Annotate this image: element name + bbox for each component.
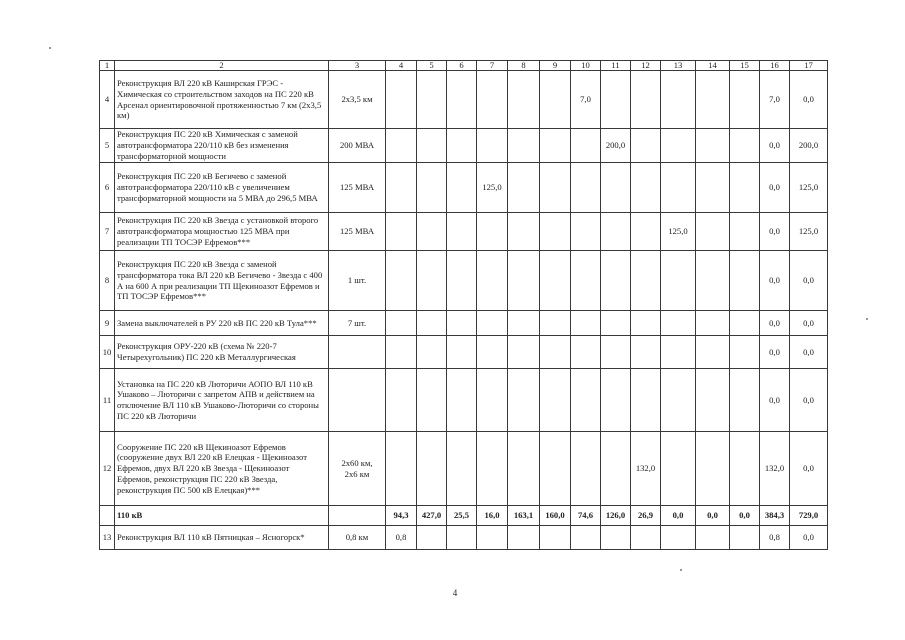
value-col-13 [661, 71, 696, 129]
value-col-13 [661, 526, 696, 550]
row-capacity: 200 МВА [329, 129, 386, 163]
value-col-10 [571, 526, 601, 550]
value-col-13 [661, 432, 696, 506]
scan-speck [680, 569, 682, 571]
value-col-12 [631, 251, 661, 311]
value-col-10: 7,0 [571, 71, 601, 129]
page-number: 4 [452, 588, 458, 598]
header-cell-13: 13 [661, 61, 696, 71]
value-col-16: 0,0 [760, 163, 790, 213]
value-col-17: 0,0 [790, 311, 828, 336]
value-col-4 [386, 336, 417, 369]
table-row [100, 163, 828, 213]
row-description: Реконструкция ОРУ-220 кВ (схема № 220-7 Четырехугольник) ПС 220 кВ Металлургическая [115, 336, 329, 369]
row-description: Реконструкция ПС 220 кВ Звезда с установкой второго автотрансформатора мощностью 125 МВА при реализации ТП ТОСЭР Ефремов*** [115, 213, 329, 251]
value-col-9 [540, 163, 571, 213]
value-col-7 [477, 71, 508, 129]
value-col-12 [631, 526, 661, 550]
header-cell-2: 2 [115, 61, 329, 71]
value-col-16: 7,0 [760, 71, 790, 129]
investment-table [99, 60, 828, 550]
row-number: 8 [100, 251, 115, 311]
value-col-7 [477, 432, 508, 506]
row-capacity: 2х60 км, 2х6 км [329, 432, 386, 506]
value-col-5 [417, 163, 447, 213]
value-col-5 [417, 311, 447, 336]
value-col-12: 132,0 [631, 432, 661, 506]
value-col-7 [477, 213, 508, 251]
value-col-14 [696, 526, 730, 550]
header-cell-12: 12 [631, 61, 661, 71]
value-col-14 [696, 311, 730, 336]
value-col-4 [386, 369, 417, 432]
value-col-13 [661, 163, 696, 213]
value-col-16: 0,0 [760, 213, 790, 251]
row-number: 9 [100, 311, 115, 336]
value-col-6 [447, 526, 477, 550]
value-col-13: 0,0 [661, 506, 696, 526]
header-cell-5: 5 [417, 61, 447, 71]
value-col-8 [508, 311, 540, 336]
value-col-11 [601, 71, 631, 129]
value-col-12: 26,9 [631, 506, 661, 526]
value-col-16: 0,0 [760, 251, 790, 311]
value-col-9 [540, 311, 571, 336]
value-col-8 [508, 432, 540, 506]
value-col-5 [417, 336, 447, 369]
value-col-9 [540, 432, 571, 506]
value-col-16: 0,0 [760, 129, 790, 163]
header-cell-16: 16 [760, 61, 790, 71]
value-col-8 [508, 251, 540, 311]
value-col-5 [417, 129, 447, 163]
value-col-10 [571, 432, 601, 506]
table-row [100, 432, 828, 506]
value-col-14 [696, 129, 730, 163]
value-col-7 [477, 129, 508, 163]
value-col-9 [540, 336, 571, 369]
value-col-10 [571, 129, 601, 163]
value-col-7: 16,0 [477, 506, 508, 526]
value-col-6: 25,5 [447, 506, 477, 526]
row-number: 6 [100, 163, 115, 213]
value-col-15 [730, 369, 760, 432]
value-col-6 [447, 336, 477, 369]
value-col-11 [601, 163, 631, 213]
value-col-14 [696, 432, 730, 506]
table-header-row [100, 61, 828, 71]
value-col-5 [417, 369, 447, 432]
value-col-4 [386, 213, 417, 251]
value-col-13 [661, 336, 696, 369]
value-col-17: 0,0 [790, 251, 828, 311]
value-col-17: 0,0 [790, 336, 828, 369]
header-cell-11: 11 [601, 61, 631, 71]
value-col-4 [386, 432, 417, 506]
row-description: Замена выключателей в РУ 220 кВ ПС 220 кВ Тула*** [115, 311, 329, 336]
value-col-13 [661, 311, 696, 336]
value-col-11 [601, 213, 631, 251]
row-capacity [329, 506, 386, 526]
value-col-9 [540, 369, 571, 432]
value-col-17: 0,0 [790, 369, 828, 432]
value-col-7 [477, 251, 508, 311]
value-col-11 [601, 311, 631, 336]
value-col-13 [661, 129, 696, 163]
value-col-17: 0,0 [790, 71, 828, 129]
value-col-14 [696, 163, 730, 213]
table-row [100, 526, 828, 550]
value-col-16: 384,3 [760, 506, 790, 526]
row-description: Сооружение ПС 220 кВ Щекиноазот Ефремов (сооружение двух ВЛ 220 кВ Елецкая - Щекиноазот Ефремов, двух ВЛ 220 кВ Звезда - Щекиноазот Ефремов, реконструкция ПС 220 кВ Звезда, реконструкция ПС 500 кВ Елецкая)*** [115, 432, 329, 506]
header-cell-6: 6 [447, 61, 477, 71]
header-cell-15: 15 [730, 61, 760, 71]
value-col-12 [631, 311, 661, 336]
value-col-6 [447, 129, 477, 163]
header-cell-4: 4 [386, 61, 417, 71]
scan-speck [866, 318, 868, 320]
value-col-15 [730, 71, 760, 129]
value-col-12 [631, 129, 661, 163]
row-capacity [329, 369, 386, 432]
value-col-11: 126,0 [601, 506, 631, 526]
value-col-8 [508, 163, 540, 213]
value-col-6 [447, 163, 477, 213]
value-col-9 [540, 251, 571, 311]
value-col-13: 125,0 [661, 213, 696, 251]
value-col-11 [601, 432, 631, 506]
value-col-5 [417, 71, 447, 129]
value-col-12 [631, 163, 661, 213]
value-col-10 [571, 311, 601, 336]
value-col-5 [417, 526, 447, 550]
table-row [100, 369, 828, 432]
value-col-15 [730, 311, 760, 336]
value-col-6 [447, 369, 477, 432]
table-row [100, 311, 828, 336]
header-cell-1: 1 [100, 61, 115, 71]
value-col-16: 0,8 [760, 526, 790, 550]
value-col-14 [696, 369, 730, 432]
table-row [100, 251, 828, 311]
value-col-9 [540, 213, 571, 251]
value-col-10 [571, 251, 601, 311]
value-col-6 [447, 213, 477, 251]
header-cell-17: 17 [790, 61, 828, 71]
header-cell-9: 9 [540, 61, 571, 71]
value-col-9 [540, 526, 571, 550]
value-col-4 [386, 129, 417, 163]
row-capacity: 125 МВА [329, 163, 386, 213]
row-number: 10 [100, 336, 115, 369]
value-col-7 [477, 369, 508, 432]
value-col-12 [631, 336, 661, 369]
value-col-6 [447, 251, 477, 311]
value-col-10 [571, 163, 601, 213]
row-number: 13 [100, 526, 115, 550]
value-col-16: 0,0 [760, 336, 790, 369]
value-col-9 [540, 71, 571, 129]
header-cell-14: 14 [696, 61, 730, 71]
value-col-16: 0,0 [760, 311, 790, 336]
table-row [100, 71, 828, 129]
value-col-12 [631, 213, 661, 251]
value-col-13 [661, 251, 696, 311]
value-col-15 [730, 251, 760, 311]
value-col-4 [386, 163, 417, 213]
value-col-15 [730, 432, 760, 506]
table-row [100, 129, 828, 163]
value-col-4 [386, 71, 417, 129]
value-col-11: 200,0 [601, 129, 631, 163]
value-col-11 [601, 251, 631, 311]
value-col-8 [508, 336, 540, 369]
row-number: 4 [100, 71, 115, 129]
row-description: Установка на ПС 220 кВ Люторичи АОПО ВЛ 110 кВ Ушаково – Люторичи с запретом АПВ и действием на отключение ВЛ 110 кВ Ушаково-Люторичи со стороны ПС 220 кВ Люторичи [115, 369, 329, 432]
row-capacity: 2х3,5 км [329, 71, 386, 129]
value-col-10 [571, 369, 601, 432]
value-col-5 [417, 213, 447, 251]
value-col-17: 729,0 [790, 506, 828, 526]
value-col-6 [447, 71, 477, 129]
row-number [100, 506, 115, 526]
table-row [100, 336, 828, 369]
value-col-12 [631, 71, 661, 129]
value-col-15 [730, 526, 760, 550]
value-col-17: 200,0 [790, 129, 828, 163]
value-col-4 [386, 251, 417, 311]
value-col-15 [730, 129, 760, 163]
value-col-11 [601, 526, 631, 550]
value-col-9: 160,0 [540, 506, 571, 526]
row-capacity: 7 шт. [329, 311, 386, 336]
value-col-17: 125,0 [790, 213, 828, 251]
row-capacity: 0,8 км [329, 526, 386, 550]
row-description: Реконструкция ПС 220 кВ Химическая с заменой автотрансформатора 220/110 кВ без изменения трансформаторной мощности [115, 129, 329, 163]
row-description: Реконструкция ПС 220 кВ Звезда с заменой трансформатора тока ВЛ 220 кВ Бегичево - Звезда с 400 А на 600 А при реализации ТП Щекиноазот Ефремов и ТП ТОСЭР Ефремов*** [115, 251, 329, 311]
row-description: Реконструкция ПС 220 кВ Бегичево с заменой автотрансформатора 220/110 кВ с увеличением трансформаторной мощности на 5 МВА до 296,5 МВА [115, 163, 329, 213]
value-col-17: 0,0 [790, 432, 828, 506]
value-col-16: 0,0 [760, 369, 790, 432]
row-number: 11 [100, 369, 115, 432]
row-number: 12 [100, 432, 115, 506]
value-col-11 [601, 369, 631, 432]
value-col-8 [508, 369, 540, 432]
value-col-14 [696, 251, 730, 311]
row-capacity: 125 МВА [329, 213, 386, 251]
value-col-10 [571, 336, 601, 369]
value-col-7 [477, 336, 508, 369]
value-col-4: 94,3 [386, 506, 417, 526]
value-col-10: 74,6 [571, 506, 601, 526]
value-col-7 [477, 311, 508, 336]
value-col-12 [631, 369, 661, 432]
value-col-11 [601, 336, 631, 369]
value-col-15 [730, 336, 760, 369]
value-col-14: 0,0 [696, 506, 730, 526]
value-col-14 [696, 213, 730, 251]
header-cell-8: 8 [508, 61, 540, 71]
value-col-8 [508, 71, 540, 129]
value-col-8: 163,1 [508, 506, 540, 526]
value-col-13 [661, 369, 696, 432]
value-col-8 [508, 213, 540, 251]
value-col-8 [508, 129, 540, 163]
value-col-4 [386, 311, 417, 336]
value-col-6 [447, 432, 477, 506]
row-description: Реконструкция ВЛ 220 кВ Каширская ГРЭС - Химическая со строительством заходов на ПС 220 кВ Арсенал ориентировочной протяженностью 7 км (2х3,5 км) [115, 71, 329, 129]
section-total-row [100, 506, 828, 526]
value-col-5 [417, 251, 447, 311]
value-col-10 [571, 213, 601, 251]
row-description: Реконструкция ВЛ 110 кВ Пятницкая – Ясногорск* [115, 526, 329, 550]
table-row [100, 213, 828, 251]
row-number: 7 [100, 213, 115, 251]
value-col-7: 125,0 [477, 163, 508, 213]
value-col-6 [447, 311, 477, 336]
value-col-8 [508, 526, 540, 550]
row-capacity [329, 336, 386, 369]
row-number: 5 [100, 129, 115, 163]
value-col-15 [730, 163, 760, 213]
header-cell-3: 3 [329, 61, 386, 71]
value-col-5: 427,0 [417, 506, 447, 526]
header-cell-7: 7 [477, 61, 508, 71]
row-description: 110 кВ [115, 506, 329, 526]
value-col-5 [417, 432, 447, 506]
value-col-14 [696, 71, 730, 129]
value-col-4: 0,8 [386, 526, 417, 550]
row-capacity: 1 шт. [329, 251, 386, 311]
value-col-15 [730, 213, 760, 251]
value-col-14 [696, 336, 730, 369]
value-col-7 [477, 526, 508, 550]
value-col-16: 132,0 [760, 432, 790, 506]
value-col-17: 125,0 [790, 163, 828, 213]
value-col-15: 0,0 [730, 506, 760, 526]
value-col-9 [540, 129, 571, 163]
scan-speck [49, 47, 51, 49]
value-col-17: 0,0 [790, 526, 828, 550]
header-cell-10: 10 [571, 61, 601, 71]
